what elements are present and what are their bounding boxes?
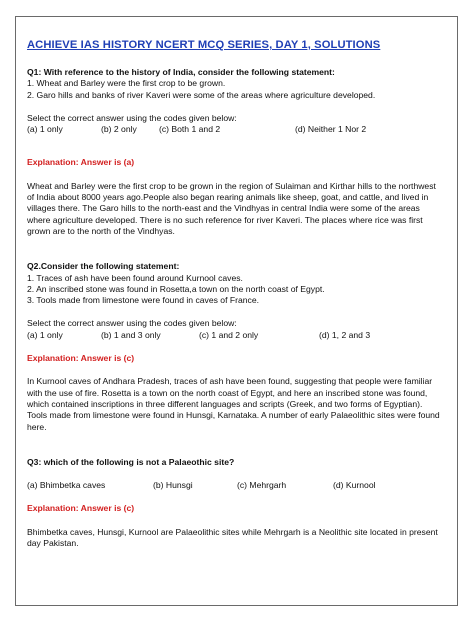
q2-explanation-label: Explanation: Answer is (c) <box>27 353 135 364</box>
q2-option-a: (a) 1 only <box>27 329 63 340</box>
q2-options <box>27 330 443 341</box>
q2-statement-1: 1. Traces of ash have been found around Kurnool caves. <box>27 272 243 283</box>
q3-explanation: Bhimbetka caves, Hunsgi, Kurnool are Palaeolithic sites while Mehrgarh is a Neolithic site located in present day Pakistan. <box>27 526 438 549</box>
q3-question: Q3: which of the following is not a Palaeothic site? <box>27 456 235 467</box>
q1-option-c: (c) Both 1 and 2 <box>159 124 221 135</box>
q3-option-c: (c) Mehrgarh <box>237 480 287 491</box>
q1-options <box>27 124 443 135</box>
q2-option-c: (c) 1 and 2 only <box>199 329 259 340</box>
q1-option-b: (b) 2 only <box>101 124 137 135</box>
q1-explanation-label: Explanation: Answer is (a) <box>27 157 135 168</box>
q1-statement-2: 2. Garo hills and banks of river Kaveri were some of the areas where agriculture developed. <box>27 89 376 100</box>
page-title: ACHIEVE IAS HISTORY NCERT MCQ SERIES, DAY 1, SOLUTIONS <box>27 39 381 51</box>
q1-option-a: (a) 1 only <box>27 124 63 135</box>
q1-question: Q1: With reference to the history of India, consider the following statement: <box>27 67 335 77</box>
q2-option-b: (b) 1 and 3 only <box>101 329 161 340</box>
q1-statement-1: 1. Wheat and Barley were the first crop to be grown. <box>27 78 226 89</box>
q1-option-d: (d) Neither 1 Nor 2 <box>295 124 367 135</box>
q2-prompt: Select the correct answer using the codes given below: <box>27 318 237 329</box>
q3-option-d: (d) Kurnool <box>333 480 376 491</box>
q1-explanation: Wheat and Barley were the first crop to be grown in the region of Sulaiman and Kirthar hills to the northwest of India about 8000 years ago.People also began rearing animals like sheep, goat, and cattle, and lived in villages there. The Garo hills to the north-east and the Vindhyas in central India were some of the areas where agriculture developed. There is no such reference for river Kaveri. The places where rice was first grown are to the north of the Vindhyas. <box>27 180 436 236</box>
q3-explanation-label: Explanation: Answer is (c) <box>27 503 135 514</box>
q2-statement-3: 3. Tools made from limestone were found in caves of France. <box>27 295 259 306</box>
q1-prompt: Select the correct answer using the codes given below: <box>27 112 237 123</box>
q3-option-a: (a) Bhimbetka caves <box>27 480 106 491</box>
q2-question: Q2.Consider the following statement: <box>27 261 180 272</box>
q3-option-b: (b) Hunsgi <box>153 480 193 491</box>
q2-option-d: (d) 1, 2 and 3 <box>319 329 371 340</box>
q2-explanation: In Kurnool caves of Andhara Pradesh, traces of ash have been found, suggesting that people were familiar with the use of fire. Rosetta is a town on the north coast of Egypt, and here an inscribed stone was found, which contained inscriptions in three different languages and scripts (Greek, and two forms of Egyptian). Tools made from limestone were found in Hunsgi, Karnataka. A number of early Palaeolithic sites were found here. <box>27 376 440 432</box>
document-body <box>27 38 443 549</box>
q2-statement-2: 2. An inscribed stone was found in Rosetta,a town on the north coast of Egypt. <box>27 283 325 294</box>
q3-options <box>27 480 443 491</box>
